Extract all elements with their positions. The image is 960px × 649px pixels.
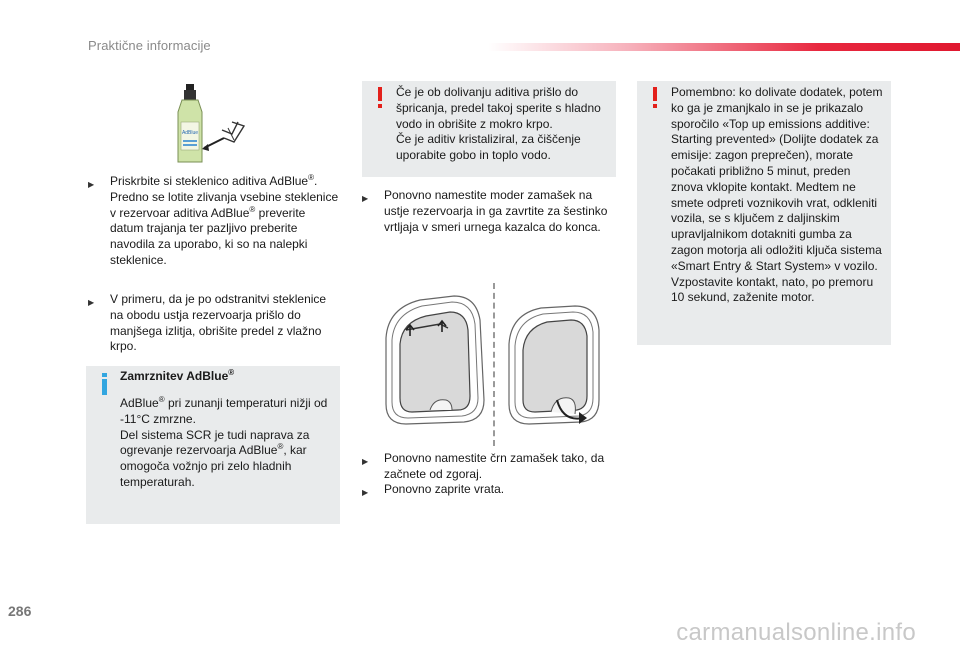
info-box-p2-a: Del sistema SCR je tudi naprava za ogrevanje rezervoarja AdBlue [120, 427, 310, 458]
bullet-marker-icon: ▶ [362, 194, 369, 203]
registered-mark: ® [277, 442, 284, 452]
warning-box-splash-text [396, 85, 608, 164]
left-bullet-1-text-b: . Predno se lotite zlivanja vsebine steklenice v rezervoar aditiva AdBlue [110, 174, 339, 220]
left-bullet-2 [88, 292, 342, 355]
registered-mark: ® [308, 173, 314, 182]
left-bullet-2-text: V primeru, da je po odstranitvi steklenice na obodu ustja rezervoarja prišlo do manjšega izlitja, obrišite predel z vlažno krpo. [110, 292, 327, 354]
watermark: carmanualsonline.info [676, 619, 916, 646]
warning-box-splash-p2: Če je aditiv kristaliziral, za čiščenje uporabite gobo in toplo vodo. [396, 132, 581, 163]
left-bullet-1-text-a: Priskrbite si steklenico aditiva AdBlue [110, 174, 309, 188]
middle-bullet-2 [362, 451, 616, 483]
page-header-title: Praktične informacije [88, 38, 211, 53]
warning-box-splash-p1: Če je ob dolivanju aditiva prišlo do špricanja, predel takoj sperite s hladno vodo in obrišite z mokro krpo. [396, 85, 601, 131]
middle-bullet-3 [362, 482, 616, 498]
warning-box-splash [362, 81, 616, 177]
bullet-marker-icon: ▶ [88, 298, 95, 307]
info-box-paragraph-1 [120, 396, 335, 491]
left-bullet-1 [88, 174, 342, 269]
page-number: 286 [8, 603, 32, 619]
cap-installation-illustration-right [505, 300, 605, 430]
registered-mark: ® [228, 368, 235, 377]
middle-bullet-1-text: Ponovno namestite moder zamašek na ustje rezervoarja in ga zavrtite za šestinko vrtljaja v smeri urnega kazalca do konca. [384, 188, 608, 234]
info-box-p1-b: pri zunanji temperaturi nižji od -11°C zmrzne. [120, 396, 328, 426]
bullet-marker-icon: ▶ [362, 457, 369, 466]
middle-bullet-1 [362, 188, 616, 235]
info-box-p2-b: , kar omogoča vožnjo pri zelo hladnih temperaturah. [120, 443, 307, 489]
bullet-marker-icon: ▶ [362, 488, 369, 497]
illustration-divider [493, 283, 495, 446]
left-bullet-1-text-c: preverite datum trajanja ter pazljivo preberite navodila za uporabo, ki so na nalepki steklenice. [110, 205, 308, 267]
cap-installation-illustration-left [380, 290, 490, 430]
adblue-bottle-illustration [172, 82, 252, 166]
info-box-title [120, 369, 234, 385]
info-box-freezing [86, 366, 340, 524]
warning-box-important [637, 81, 891, 345]
middle-bullet-3-text: Ponovno zaprite vrata. [384, 482, 505, 496]
middle-bullet-2-text: Ponovno namestite črn zamašek tako, da začnete od zgoraj. [384, 451, 605, 481]
info-box-p1-a: AdBlue [120, 396, 159, 410]
bottle-label: AdBlue [181, 130, 199, 136]
info-box-title-text: Zamrznitev AdBlue [120, 369, 229, 383]
registered-mark: ® [249, 204, 256, 214]
registered-mark: ® [158, 395, 165, 404]
bullet-marker-icon: ▶ [88, 180, 95, 189]
header-accent-bar [488, 43, 960, 51]
warning-box-important-text: Pomembno: ko dolivate dodatek, potem ko ga je zmanjkalo in se je prikazalo sporočilo «Top up emissions additive: Starting prevented» (Dolijte dodatek za emisije: zagon preprečen), morate počakati približno 5 minut, preden znova vklopite kontakt. Medtem ne smete odpreti voznikovih vrat, odkleniti vozila, se s ključem z daljinskim upravljalnikom dotakniti gumba za zagon motorja ali odložiti ključa sistema «Smart Entry & Start System» v vozilo. Vzpostavite kontakt, nato, po premoru 10 sekund, zaženite motor. [671, 85, 883, 305]
